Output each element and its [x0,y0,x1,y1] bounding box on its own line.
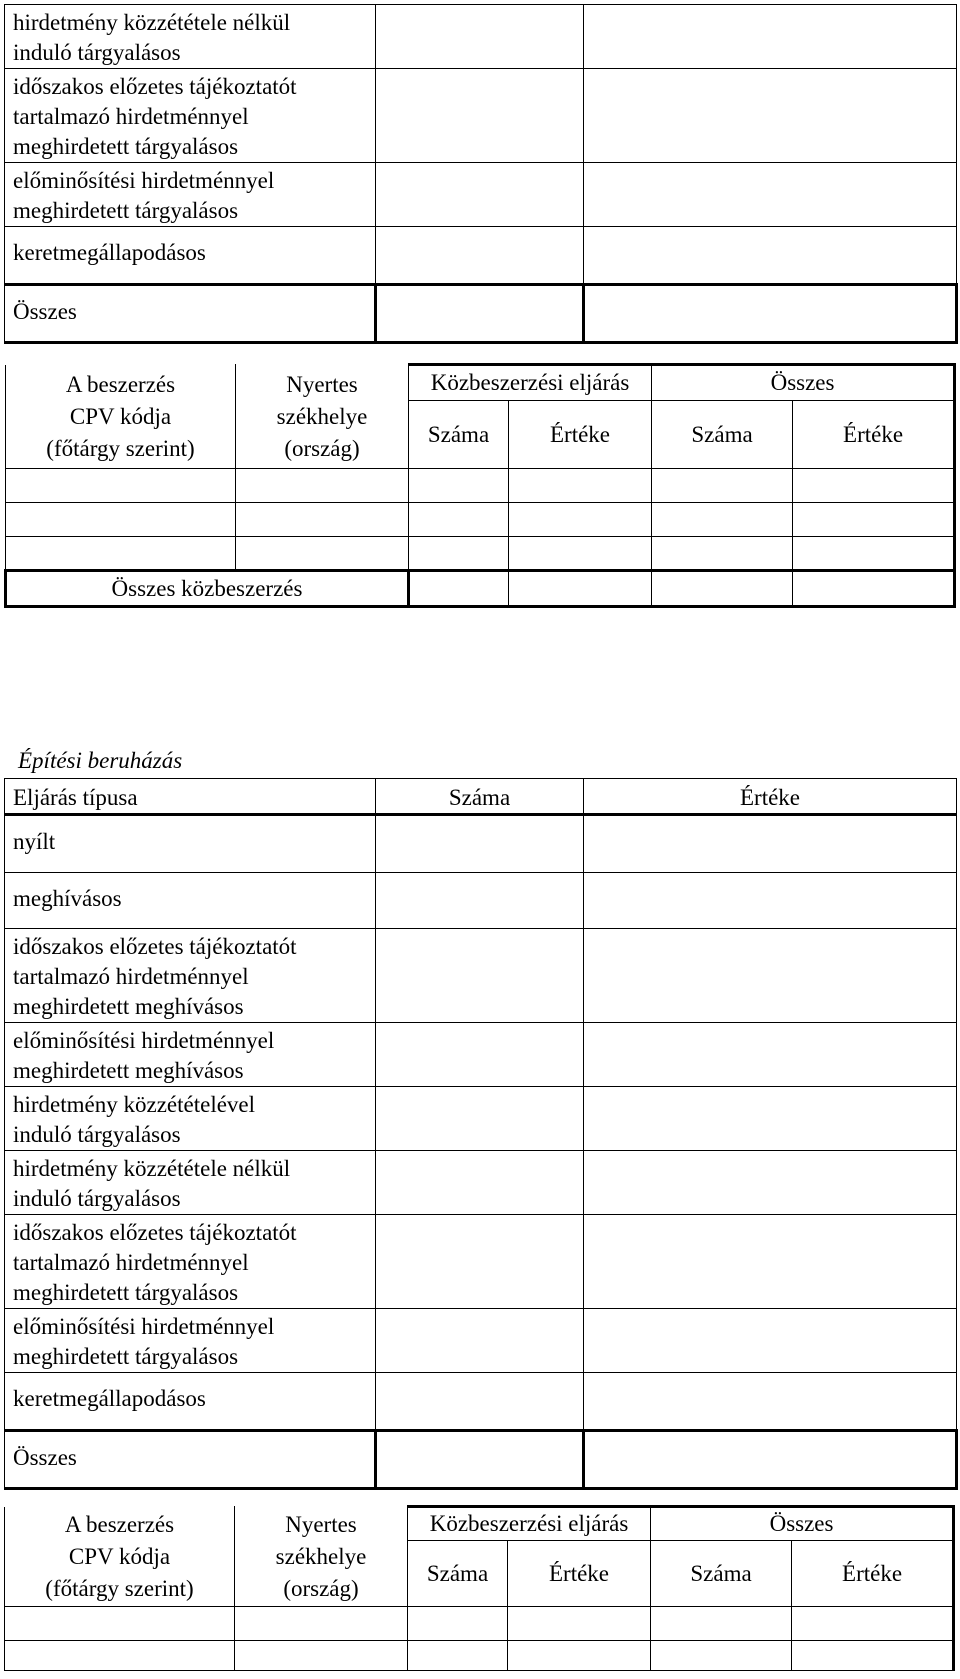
proc-row-value [584,1215,957,1309]
proc-row-count [376,163,584,227]
cpv-cell [408,1641,508,1671]
cpv-cell [509,469,652,503]
total-group-header: Összes [651,1507,954,1541]
cpv-cell [408,1607,508,1641]
proc-row-value [584,69,957,163]
cpv-cell [6,469,236,503]
proc-row-count [376,69,584,163]
cpv-table-2 [4,1505,955,1671]
cpv-cell [235,1641,408,1671]
proc-row-label: előminősítési hirdetménnyel meghirdetett tárgyalásos [5,1309,376,1373]
count-header: Száma [409,401,509,469]
proc-row-count [376,873,584,929]
proc-total-value [584,285,957,343]
cpv-cell [652,537,793,571]
value-header: Értéke [793,401,955,469]
cpv-cell [651,1641,792,1671]
proc-row-label: nyílt [5,815,376,873]
value-header: Értéke [792,1541,954,1607]
proc-row-label: keretmegállapodásos [5,227,376,285]
count-header: Száma [408,1541,508,1607]
cpv-cell [5,1641,235,1671]
proc-row-value [584,227,957,285]
proc-row-value [584,1309,957,1373]
cpv-cell [235,1607,408,1641]
cpv-cell [652,469,793,503]
winner-seat-header: Nyertes székhelye (ország) [236,365,409,469]
procurement-procedure-header: Közbeszerzési eljárás [408,1507,651,1541]
procedure-table-1 [4,4,958,344]
cpv-cell [409,537,509,571]
proc-row-label: időszakos előzetes tájékoztatót tartalmazó hirdetménnyel meghirdetett tárgyalásos [5,1215,376,1309]
cpv-cell [508,1607,651,1641]
proc-total-count [376,1431,584,1489]
proc-row-count [376,929,584,1023]
cpv-cell [6,503,236,537]
proc-row-label: időszakos előzetes tájékoztatót tartalmazó hirdetménnyel meghirdetett meghívásos [5,929,376,1023]
cpv-cell [792,1607,954,1641]
procedure-type-header: Eljárás típusa [5,779,376,815]
cpv-code-header: A beszerzés CPV kódja (főtárgy szerint) [5,1507,235,1607]
proc-row-label: hirdetmény közzétételével induló tárgyalásos [5,1087,376,1151]
proc-row-value [584,1023,957,1087]
total-count-cell [652,571,793,607]
proc-row-count [376,1023,584,1087]
cpv-code-header: A beszerzés CPV kódja (főtárgy szerint) [6,365,236,469]
proc-row-label: meghívásos [5,873,376,929]
proc-row-value [584,929,957,1023]
proc-row-value [584,873,957,929]
cpv-cell [508,1641,651,1671]
cpv-cell [6,537,236,571]
value-header: Értéke [509,401,652,469]
cpv-cell [236,469,409,503]
proc-row-value [584,5,957,69]
proc-row-label: időszakos előzetes tájékoztatót tartalmazó hirdetménnyel meghirdetett tárgyalásos [5,69,376,163]
cpv-cell [5,1607,235,1641]
cpv-cell [652,503,793,537]
procedure-table-2 [4,778,958,1490]
proc-row-count [376,5,584,69]
value-header: Értéke [584,779,957,815]
proc-row-label: keretmegállapodásos [5,1373,376,1431]
proc-row-label: hirdetmény közzététele nélkül induló tárgyalásos [5,1151,376,1215]
proc-row-value [584,1373,957,1431]
proc-row-count [376,815,584,873]
cpv-cell [792,1641,954,1671]
cpv-cell [236,537,409,571]
cpv-cell [509,537,652,571]
proc-total-count [376,285,584,343]
procurement-procedure-header: Közbeszerzési eljárás [409,365,652,401]
proc-row-value [584,163,957,227]
proc-total-value [584,1431,957,1489]
proc-row-count [376,1087,584,1151]
proc-total-label: Összes [5,1431,376,1489]
cpv-cell [409,469,509,503]
cpv-table-1 [4,363,956,608]
cpv-cell [509,503,652,537]
total-count-cell [409,571,509,607]
proc-row-value [584,815,957,873]
cpv-cell [793,537,955,571]
proc-row-count [376,1309,584,1373]
cpv-cell [409,503,509,537]
cpv-cell [793,469,955,503]
winner-seat-header: Nyertes székhelye (ország) [235,1507,408,1607]
proc-row-label: előminősítési hirdetménnyel meghirdetett tárgyalásos [5,163,376,227]
cpv-cell [793,503,955,537]
count-header: Száma [651,1541,792,1607]
value-header: Értéke [508,1541,651,1607]
count-header: Száma [652,401,793,469]
total-value-cell [509,571,652,607]
proc-row-count [376,1215,584,1309]
cpv-cell [236,503,409,537]
proc-row-value [584,1151,957,1215]
proc-row-count [376,1373,584,1431]
count-header: Száma [376,779,584,815]
section-title: Építési beruházás [18,748,183,773]
total-value-cell [793,571,955,607]
proc-row-value [584,1087,957,1151]
proc-row-label: hirdetmény közzététele nélkül induló tárgyalásos [5,5,376,69]
proc-total-label: Összes [5,285,376,343]
proc-row-count [376,227,584,285]
proc-row-label: előminősítési hirdetménnyel meghirdetett meghívásos [5,1023,376,1087]
total-procurement-label: Összes közbeszerzés [6,571,409,607]
cpv-cell [651,1607,792,1641]
total-group-header: Összes [652,365,955,401]
proc-row-count [376,1151,584,1215]
